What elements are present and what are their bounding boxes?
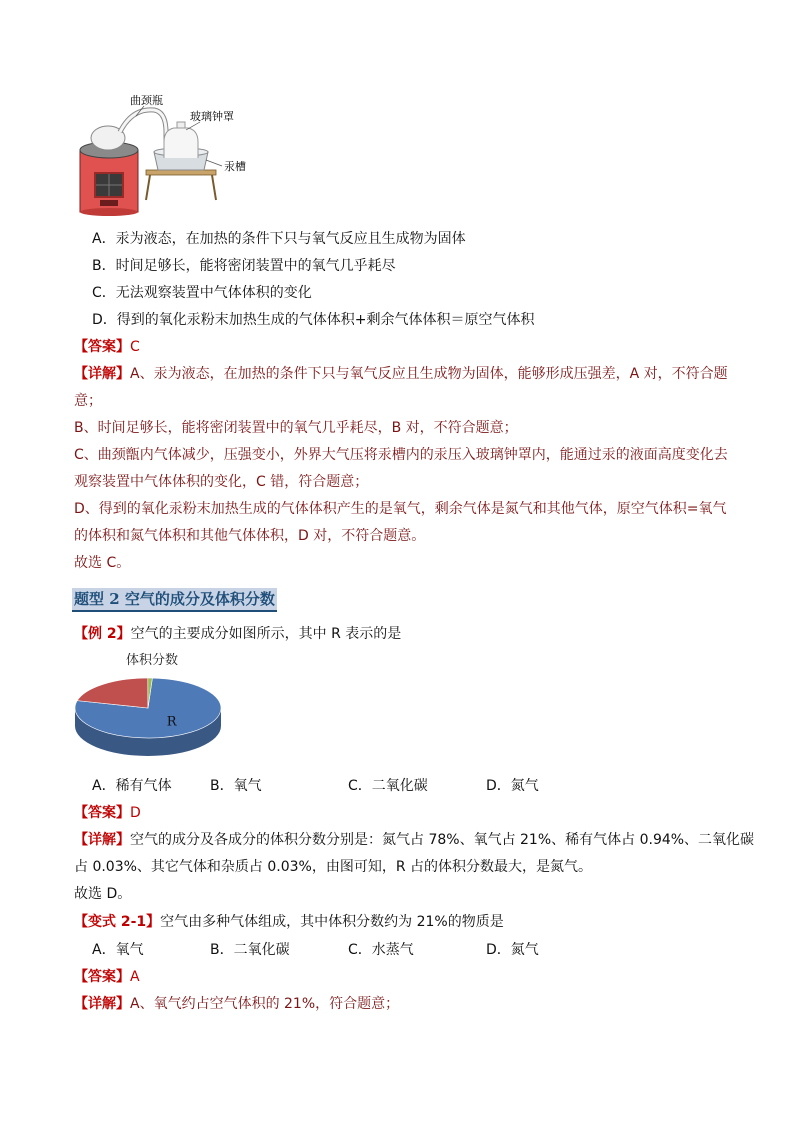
q1-option-a: A．汞为液态，在加热的条件下只与氧气反应且生成物为固体 [92, 231, 466, 247]
pie-label-0: R [166, 714, 177, 730]
explain-tag: 【详解】 [74, 996, 130, 1012]
variant-explain [74, 995, 734, 1014]
q1-explain-d-line2: 的体积和氮气体积和其他气体体积，D 对，不符合题意。 [74, 528, 426, 544]
example2-option-c: C．二氧化碳 [348, 778, 428, 794]
example2-conclusion: 故选 D。 [74, 886, 132, 902]
explain-a-line1: A、汞为液态，在加热的条件下只与氧气反应且生成物为固体，能够形成压强差，A 对，不符合题 [130, 366, 728, 382]
variant-option-a: A．氧气 [92, 942, 144, 958]
q1-explain-a [74, 365, 734, 384]
chart-title: 体积分数 [125, 653, 179, 668]
q1-explain-a-line2: 意； [74, 393, 102, 409]
variant-question [74, 913, 734, 932]
answer-value: A [130, 969, 140, 985]
example2-question [74, 625, 734, 644]
explain-tag: 【详解】 [74, 832, 130, 848]
label-bell-jar: 玻璃钟罩 [190, 110, 234, 123]
variant-question-text: 空气由多种气体组成，其中体积分数约为 21%的物质是 [160, 914, 504, 930]
lavoisier-apparatus-figure [72, 92, 262, 216]
example2-explain-line1 [74, 831, 755, 850]
q1-conclusion: 故选 C。 [74, 555, 131, 571]
variant-option-c: C．水蒸气 [348, 942, 414, 958]
example2-answer [74, 804, 734, 823]
example2-option-b: B．氧气 [210, 778, 262, 794]
q1-explain-d-line1: D、得到的氧化汞粉末加热生成的气体体积产生的是氧气，剩余气体是氮气和其他气体，原空气体积=氧气 [74, 501, 727, 517]
q1-answer [74, 338, 734, 357]
answer-tag: 【答案】 [74, 339, 130, 355]
variant-option-b: B．二氧化碳 [210, 942, 290, 958]
variant-answer [74, 968, 734, 987]
q1-explain-c-line1: C、曲颈甑内气体减少，压强变小，外界大气压将汞槽内的汞压入玻璃钟罩内，能通过汞的液面高度变化去 [74, 447, 728, 463]
q1-option-b: B．时间足够长，能将密闭装置中的氧气几乎耗尽 [92, 258, 396, 274]
explain-text: 空气的成分及各成分的体积分数分别是：氮气占 78%、氧气占 21%、稀有气体占 0.94%、二氧化碳 [130, 832, 755, 848]
label-mercury-trough: 汞槽 [224, 160, 246, 173]
variant-option-d: D．氮气 [486, 942, 539, 958]
variant-options [92, 941, 652, 960]
example2-option-d: D．氮气 [486, 778, 539, 794]
example2-options [92, 777, 652, 796]
example2-explain-line2: 占 0.03%、其它气体和杂质占 0.03%，由图可知，R 占的体积分数最大，是氮气。 [74, 859, 593, 875]
example2-question-text: 空气的主要成分如图所示，其中 R 表示的是 [130, 626, 402, 642]
pie-chart [72, 648, 237, 768]
explain-tag: 【详解】 [74, 366, 130, 382]
q1-explain-c-line2: 观察装置中气体体积的变化，C 错，符合题意； [74, 474, 369, 490]
section-title-text: 题型 2 空气的成分及体积分数 [72, 588, 277, 612]
example2-tag: 【例 2】 [74, 626, 131, 642]
answer-value: D [130, 805, 141, 821]
variant-tag: 【变式 2-1】 [74, 914, 161, 930]
example2-option-a: A．稀有气体 [92, 778, 172, 794]
explain-text: A、氧气约占空气体积的 21%，符合题意； [130, 996, 400, 1012]
answer-tag: 【答案】 [74, 805, 130, 821]
answer-tag: 【答案】 [74, 969, 130, 985]
label-retort: 曲颈瓶 [130, 94, 163, 107]
q1-explain-b: B、时间足够长，能将密闭装置中的氧气几乎耗尽，B 对，不符合题意； [74, 420, 518, 436]
q1-option-d: D．得到的氧化汞粉末加热生成的气体体积+剩余气体体积＝原空气体积 [92, 312, 535, 328]
answer-value: C [130, 339, 140, 355]
section-title [72, 588, 277, 612]
q1-option-c: C．无法观察装置中气体体积的变化 [92, 285, 312, 301]
